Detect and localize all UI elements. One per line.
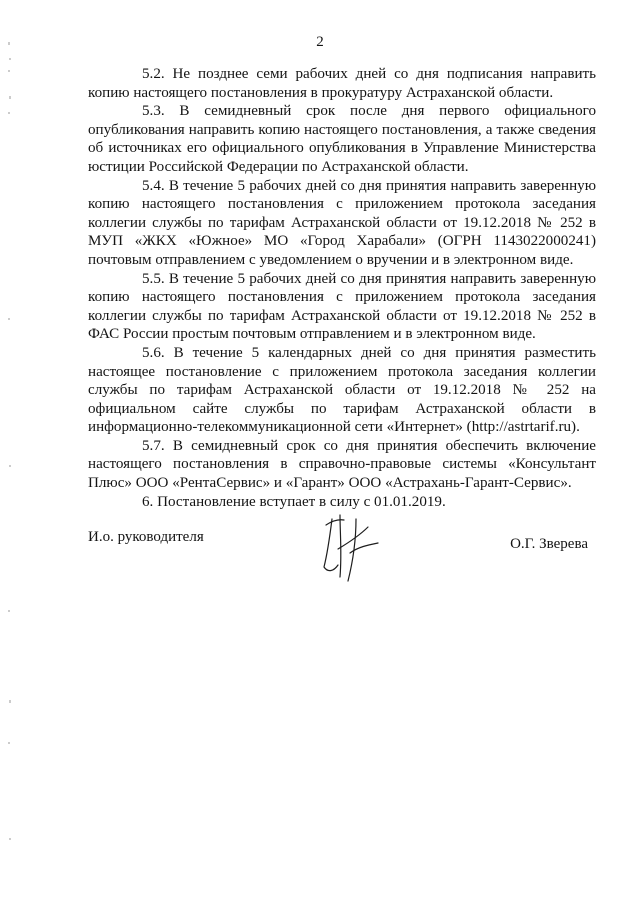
- paragraph-5-6: 5.6. В течение 5 календарных дней со дня принятия разместить настоящее постановление с приложением протокола заседания коллегии службы по тарифам Астраханской области от 19.12.2018 № 252 на официальном сайте службы по тарифам Астраханской области в информационно-телекоммуникационной сети «Интернет» (http://astrtarif.ru).: [88, 344, 596, 436]
- paragraph-5-2: 5.2. Не позднее семи рабочих дней со дня подписания направить копию настоящего постановления в прокуратуру Астраханской области.: [88, 66, 596, 101]
- paragraph-5-5: 5.5. В течение 5 рабочих дней со дня принятия направить заверенную копию настоящего постановления с приложением протокола заседания коллегии службы по тарифам Астраханской области от 19.12.2018 № 252 в ФАС России простым почтовым отправлением и в электронном виде.: [88, 270, 596, 343]
- scan-margin-marks: [0, 0, 16, 905]
- page-number: 2: [316, 34, 324, 50]
- paragraph-6: 6. Постановление вступает в силу с 01.01.2019.: [142, 493, 446, 510]
- paragraph-5-4: 5.4. В течение 5 рабочих дней со дня принятия направить заверенную копию настоящего постановления с приложением протокола заседания коллегии службы по тарифам Астраханской области от 19.12.2018 № 252 в МУП «ЖКХ «Южное» МО «Город Харабали» (ОГРН 1143022000241) почтовым отправлением с уведомлением о вручении и в электронном виде.: [88, 177, 596, 268]
- paragraph-5-7: 5.7. В семидневный срок со дня принятия обеспечить включение настоящего постановления в справочно-правовые системы «Консультант Плюс» ООО «РентаСервис» и «Гарант» ООО «Астрахань-Гарант-Сервис».: [88, 437, 596, 492]
- signatory-title: И.о. руководителя: [88, 529, 204, 545]
- handwritten-signature: [318, 507, 388, 587]
- paragraph-5-3: 5.3. В семидневный срок после дня первого официального опубликования направить копию настоящего постановления, а также сведения об источниках его официального опубликования в Управление Министерства юстиции Российской Федерации по Астраханской области.: [88, 103, 596, 175]
- signatory-name: О.Г. Зверева: [510, 536, 588, 552]
- document-body: [88, 65, 596, 511]
